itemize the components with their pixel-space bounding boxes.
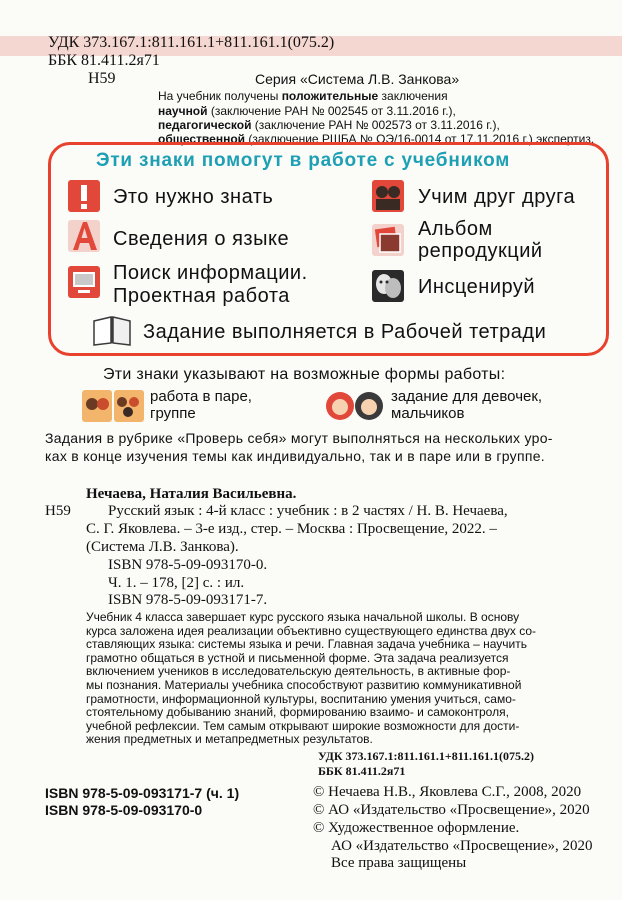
footer-isbn-set: ISBN 978-5-09-093170-0 <box>45 802 203 818</box>
review-type: педагогической <box>158 118 252 132</box>
legend-label-know: Это нужно знать <box>113 186 274 208</box>
review-line-1 <box>158 104 456 118</box>
annotation-line: курса заложена идея реализации объективно существующего единства двух со- <box>86 623 537 638</box>
reviews-intro <box>158 89 448 103</box>
rights-reserved: Все права защищены <box>331 855 467 871</box>
bbk-header: ББК 81.411.2я71 <box>48 52 160 69</box>
copyright-design: © Художественное оформление. <box>313 820 520 836</box>
udk-header: УДК 373.167.1:811.161.1+811.161.1(075.2) <box>48 34 335 51</box>
reviews-intro-bold: положительные <box>281 89 379 103</box>
annotation-line: мы познания. Материалы учебника способствуют развитию коммуникативной <box>86 677 522 692</box>
copyright-authors: © Нечаева Н.В., Яковлева С.Г., 2008, 2020 <box>313 784 582 800</box>
check-note-line-1: Задания в рубрике «Проверь себя» могут выполняться на нескольких уро- <box>45 430 553 446</box>
footer-bbk: ББК 81.411.2я71 <box>318 764 406 778</box>
annotation-line: включением учеников в исследовательскую деятельность, в активные фор- <box>86 664 511 679</box>
annotation <box>86 611 586 747</box>
theatre-mask-icon <box>370 268 406 304</box>
legend-label-reproductions: репродукций <box>418 240 543 262</box>
exclamation-icon <box>66 178 102 214</box>
computer-icon <box>66 264 102 300</box>
author-code: Н59 <box>88 70 116 87</box>
legend-label-workbook: Задание выполняется в Рабочей тетради <box>143 321 547 343</box>
gender-label-2: мальчиков <box>391 405 465 422</box>
copyright-design-publisher: АО «Издательство «Просвещение», 2020 <box>331 838 593 854</box>
bib-line-3: (Система Л.В. Занкова). <box>86 539 239 555</box>
annotation-line: учебной рефлексии. Тем самым открывают широкие возможности для дости- <box>86 718 520 733</box>
annotation-line: стоятельному добыванию знаний, формированию взаимо- и самоконтроля, <box>86 705 509 720</box>
legend-title: Эти знаки помогут в работе с учебником <box>96 150 511 171</box>
reviews-intro-text: На учебник получены <box>158 89 282 103</box>
legend-label-teach: Учим друг друга <box>418 186 576 208</box>
bib-line-1: Русский язык : 4-й класс : учебник : в 2 частях / Н. В. Нечаева, <box>108 503 508 519</box>
bib-code: Н59 <box>45 503 71 519</box>
copyright-publisher: © АО «Издательство «Просвещение», 2020 <box>313 802 590 818</box>
footer-isbn-part1: ISBN 978-5-09-093171-7 (ч. 1) <box>45 785 240 801</box>
letter-a-icon <box>66 218 102 254</box>
check-note-line-2: ках в конце изучения темы как индивидуально, так и в паре или в группе. <box>45 448 545 464</box>
annotation-line: жения предметных и метапредметных результатов. <box>86 732 373 747</box>
bib-author: Нечаева, Наталия Васильевна. <box>86 486 297 502</box>
series-title: Серия «Система Л.В. Занкова» <box>255 71 460 87</box>
work-forms-title: Эти знаки указывают на возможные формы работы: <box>103 366 506 383</box>
students-icon <box>370 178 406 214</box>
review-detail: (заключение РШБА № ОЭ/16-0014 от 17.11.2016 г.) экспертиз. <box>245 132 595 146</box>
annotation-line: ставляющих языка: системы языка и речи. Главная задача учебника – научить <box>86 637 527 652</box>
legend-label-album: Альбом <box>418 218 493 240</box>
footer-udk: УДК 373.167.1:811.161.1+811.161.1(075.2) <box>318 749 535 763</box>
legend-label-project: Проектная работа <box>113 285 290 307</box>
pair-label-2: группе <box>150 405 196 422</box>
bib-part: Ч. 1. – 178, [2] с. : ил. <box>108 575 245 591</box>
gender-label-1: задание для девочек, <box>391 388 543 405</box>
review-detail: (заключение РАН № 002573 от 3.11.2016 г.), <box>251 118 500 132</box>
legend-label-stage: Инсценируй <box>418 276 536 298</box>
review-type: общественной <box>158 132 246 146</box>
review-type: научной <box>158 104 208 118</box>
reviews-intro-tail: заключения <box>378 89 448 103</box>
bib-isbn-part: ISBN 978-5-09-093171-7. <box>108 592 268 608</box>
bib-line-2: С. Г. Яковлева. – 3-е изд., стер. – Москва : Просвещение, 2022. – <box>86 521 497 537</box>
legend-label-search: Поиск информации. <box>113 262 308 284</box>
pair-group-icon <box>82 390 144 422</box>
annotation-line: Учебник 4 класса завершает курс русского языка начальной школы. В основу <box>86 610 520 624</box>
bib-isbn-set: ISBN 978-5-09-093170-0. <box>108 557 268 573</box>
book-icon <box>92 311 132 347</box>
pair-label-1: работа в паре, <box>150 388 252 405</box>
album-icon <box>370 222 406 258</box>
annotation-line: грамотно общаться в устной и письменной форме. Эта задача реализуется <box>86 650 509 665</box>
girls-boys-icon <box>325 391 385 421</box>
legend-label-language: Сведения о языке <box>113 228 290 250</box>
review-detail: (заключение РАН № 002545 от 3.11.2016 г.), <box>207 104 456 118</box>
review-line-2 <box>158 118 500 132</box>
annotation-line: грамотности, информационной культуры, воспитанию умения учиться, само- <box>86 691 516 706</box>
